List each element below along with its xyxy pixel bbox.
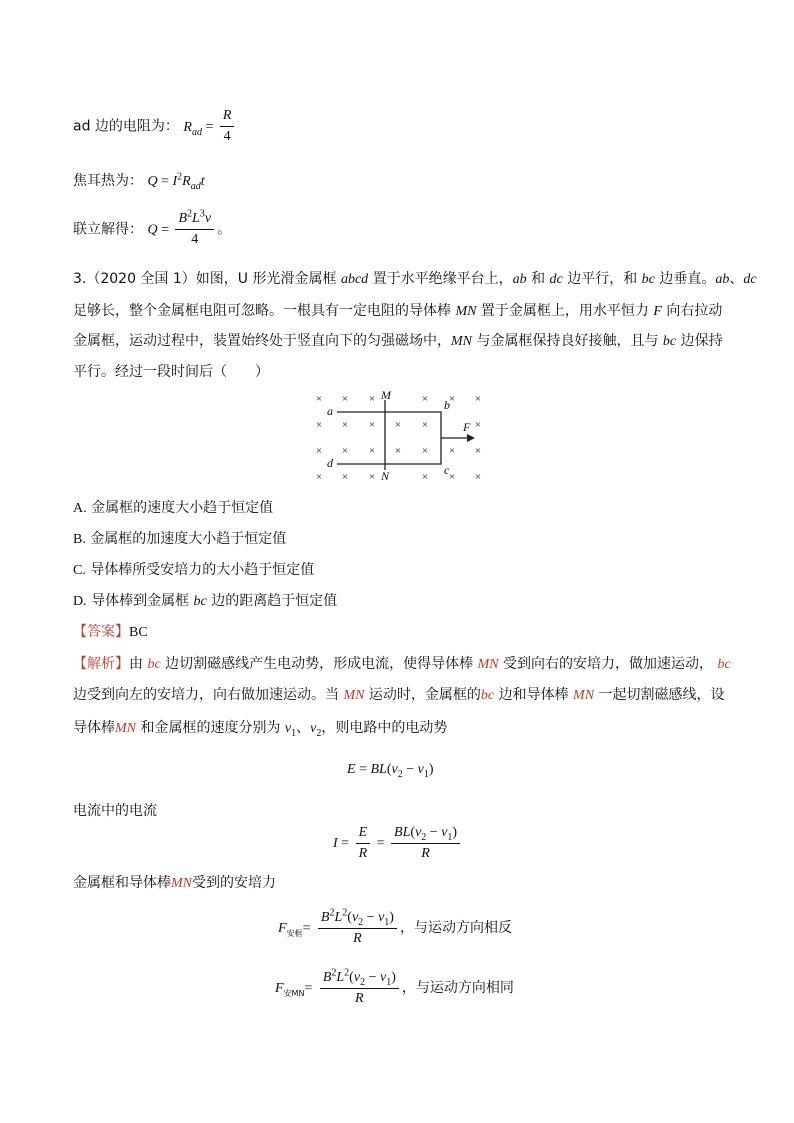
- svg-text:×: ×: [474, 393, 482, 405]
- option-a: A. 金属框的速度大小趋于恒定值: [73, 500, 274, 516]
- option-b: B. 金属框的加速度大小趋于恒定值: [73, 531, 287, 547]
- svg-text:×: ×: [341, 393, 349, 405]
- svg-text:×: ×: [315, 393, 323, 405]
- analysis-line2: 边受到向左的安培力，向右做加速运动。当 MN 运动时，金属框的bc 边和导体棒 MN 一起切割磁感线，设: [73, 687, 725, 703]
- emf-equation: $E = BL(v_2 - v_1)$: [347, 762, 434, 780]
- svg-text:×: ×: [448, 393, 456, 405]
- force-rod-equation: $F_{安MN}=$ $\frac{B^2L^2(v_2 - v_1)}{R}$ ，与运动方向相同: [275, 967, 514, 1006]
- analysis-line1: 【解析】由 bc 边切割磁感线产生电动势，形成电流，使得导体棒 MN 受到向右的安培力，做加速运动， bc: [73, 656, 731, 672]
- svg-text:×: ×: [421, 419, 429, 431]
- svg-text:×: ×: [368, 419, 376, 431]
- svg-text:×: ×: [315, 445, 323, 457]
- answer-line: [73, 621, 148, 641]
- force-frame-equation: $F_{安框}=$ $\frac{B^2L^2(v_2 - v_1)}{R}$ ，与运动方向相反: [278, 907, 512, 946]
- svg-text:×: ×: [368, 393, 376, 405]
- force-label: 金属框和导体棒MN受到的安培力: [73, 875, 276, 891]
- svg-text:×: ×: [315, 419, 323, 431]
- svg-text:×: ×: [341, 471, 349, 483]
- option-d: D. 导体棒到金属框 bc 边的距离趋于恒定值: [73, 593, 338, 609]
- svg-text:×: ×: [474, 445, 482, 457]
- answer-label: 【答案】: [73, 624, 129, 640]
- svg-text:×: ×: [421, 471, 429, 483]
- label-d: d: [327, 456, 333, 470]
- force-arrowhead: [467, 434, 475, 442]
- question-stem-line2: 足够长，整个金属框电阻可忽略。一根具有一定电阻的导体棒 MN 置于金属框上，用水平恒力 F 向右拉动: [73, 303, 723, 319]
- analysis-label: 【解析】: [73, 656, 129, 672]
- svg-text:×: ×: [341, 419, 349, 431]
- option-c: C. 导体棒所受安培力的大小趋于恒定值: [73, 562, 315, 578]
- svg-text:×: ×: [421, 393, 429, 405]
- question-stem-line3: 金属框，运动过程中，装置始终处于竖直向下的匀强磁场中，MN 与金属框保持良好接触，且与 bc 边保持: [73, 333, 723, 349]
- svg-text:×: ×: [448, 445, 456, 457]
- svg-text:×: ×: [474, 471, 482, 483]
- svg-text:×: ×: [394, 419, 402, 431]
- svg-text:×: ×: [394, 445, 402, 457]
- svg-text:×: ×: [474, 419, 482, 431]
- label-m: M: [381, 388, 391, 402]
- label-c: c: [444, 463, 450, 477]
- label-b: b: [444, 398, 450, 412]
- svg-text:×: ×: [368, 471, 376, 483]
- sol-line-joule: 焦耳热为： $Q = I^2R_{ad}t$: [73, 171, 205, 192]
- analysis-line3: 导体棒MN 和金属框的速度分别为 $v_1$、$v_2$，则电路中的电动势: [73, 720, 448, 739]
- current-label: 电流中的电流: [73, 803, 157, 819]
- label-f: F: [463, 420, 471, 434]
- question-stem-line1: 3.（2020 全国 1）如图，U 形光滑金属框 abcd 置于水平绝缘平台上，ab 和 dc 边平行，和 bc 边垂直。ab、dc: [73, 271, 757, 287]
- svg-text:×: ×: [315, 471, 323, 483]
- sol-line-resistance: ad 边的电阻为： $R_{ad}$ = $\frac{R}{4}$: [73, 107, 237, 146]
- question-stem-line4: 平行。经过一段时间后（ ）: [73, 364, 269, 380]
- svg-text:×: ×: [368, 445, 376, 457]
- svg-text:×: ×: [341, 445, 349, 457]
- sol-line-result: 联立解得： Q = $\frac{B^2L^3v}{4}$ 。: [73, 208, 232, 247]
- svg-text:×: ×: [421, 445, 429, 457]
- label-n: N: [381, 469, 390, 483]
- answer-value: BC: [129, 625, 148, 640]
- label-a: a: [327, 404, 333, 418]
- svg-text:×: ×: [448, 471, 456, 483]
- magnetic-field-figure: [305, 386, 505, 488]
- current-equation: I = $\frac{E}{R}$ = $\frac{BL(v_2 - v_1)}{R}$: [333, 823, 463, 863]
